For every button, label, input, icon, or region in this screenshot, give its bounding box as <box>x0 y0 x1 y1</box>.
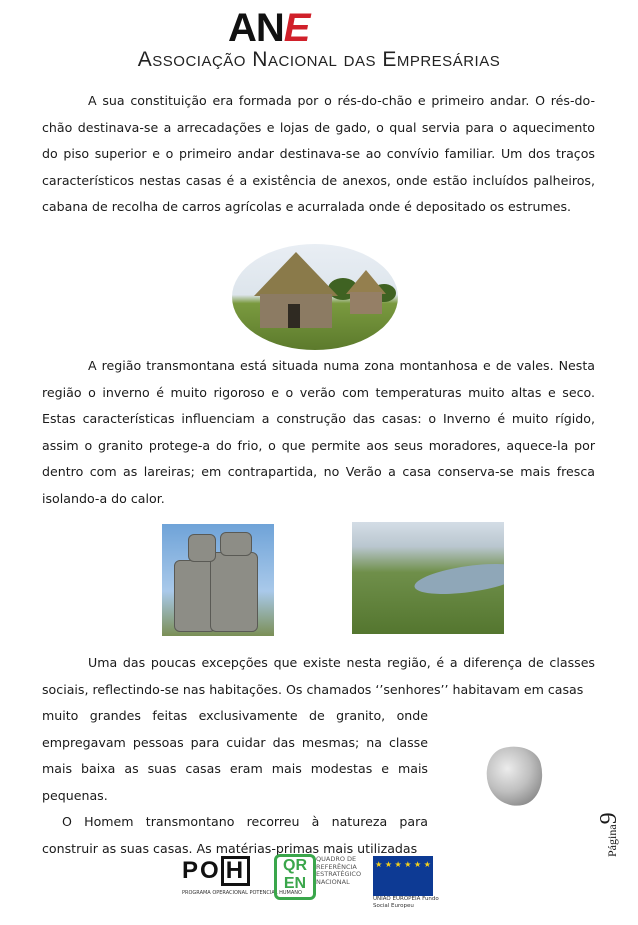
ane-logo <box>228 6 309 51</box>
eu-flag-icon: ★ ★ ★ ★ ★ ★ <box>373 856 433 896</box>
stone-huts-image <box>232 244 398 350</box>
rock-shape <box>210 552 258 632</box>
rock-shape <box>188 534 216 562</box>
qren-text: QUADRO DE REFERÊNCIA ESTRATÉGICO NACIONAL <box>316 855 362 886</box>
document-body-2 <box>42 353 595 512</box>
logo-swoosh: E <box>283 6 310 50</box>
page-footer <box>0 848 638 908</box>
granite-shape <box>481 740 549 812</box>
douro-valley-image <box>352 522 504 634</box>
poph-subtitle: PROGRAMA OPERACIONAL POTENCIAL HUMANO <box>182 890 302 896</box>
poph-letters: PO <box>182 857 221 884</box>
granite-rocks-image <box>162 524 274 636</box>
rock-shape <box>220 532 252 556</box>
paragraph-3-bottom: muito grandes feitas exclusivamente de granito, onde empregavam pessoas para cuidar das mesmas; na classe mais baixa as suas casas eram mais modestas e mais pequenas. <box>42 708 428 803</box>
eu-text: UNIÃO EUROPEIA Fundo Social Europeu <box>373 896 439 909</box>
river-shape <box>413 558 504 599</box>
organization-name: Associação Nacional das Empresárias <box>137 48 501 71</box>
paragraph-3-top: Uma das poucas excepções que existe nesta região, é a diferença de classes sociais, reflectindo-se nas habitações. Os chamados ‘’senhores’’ habitavam em casas <box>42 655 595 697</box>
hut-door <box>288 304 300 328</box>
document-body <box>42 88 595 221</box>
document-body-3 <box>42 650 595 703</box>
paragraph-4: O Homem transmontano recorreu à natureza para construir as suas casas. As matérias-primas mais utilizadas <box>42 814 428 856</box>
hut-roof <box>346 270 386 294</box>
qren-logo: QR EN <box>274 854 316 900</box>
poph-h-box: H <box>221 856 250 886</box>
poph-logo <box>182 856 250 886</box>
page-number: 9 <box>596 812 622 825</box>
hut-wall <box>350 292 382 314</box>
document-body-4 <box>42 703 428 862</box>
granite-stone-image <box>481 738 549 814</box>
hut-roof <box>254 252 338 296</box>
paragraph-2: A região transmontana está situada numa zona montanhosa e de vales. Nesta região o inverno é muito rigoroso e o verão com temperaturas muito altas e seco. Estas características influenciam a construção das casas: o Inverno é muito rígido, assim o granito protege-a do frio, o que permite aos seus moradores, aquece-la por dentro com as lareiras; em contrapartida, no Verão a casa conserva-se mais fresca isolando-a do calor. <box>42 358 595 506</box>
page-header <box>0 0 638 80</box>
paragraph-1: A sua constituição era formada por o rés-do-chão e primeiro andar. O rés-do-chão destinava-se a arrecadações e lojas de gado, o qual servia para o aquecimento do piso superior e o primeiro andar destinava-se ao convívio familiar. Um dos traços característicos nestas casas é a existência de anexos, onde estão incluídos palheiros, cabana de recolha de carros agrícolas e acurralada onde é depositado os estrumes. <box>42 93 595 214</box>
page-word: Página <box>605 824 619 857</box>
logo-letters: AN <box>228 6 284 50</box>
